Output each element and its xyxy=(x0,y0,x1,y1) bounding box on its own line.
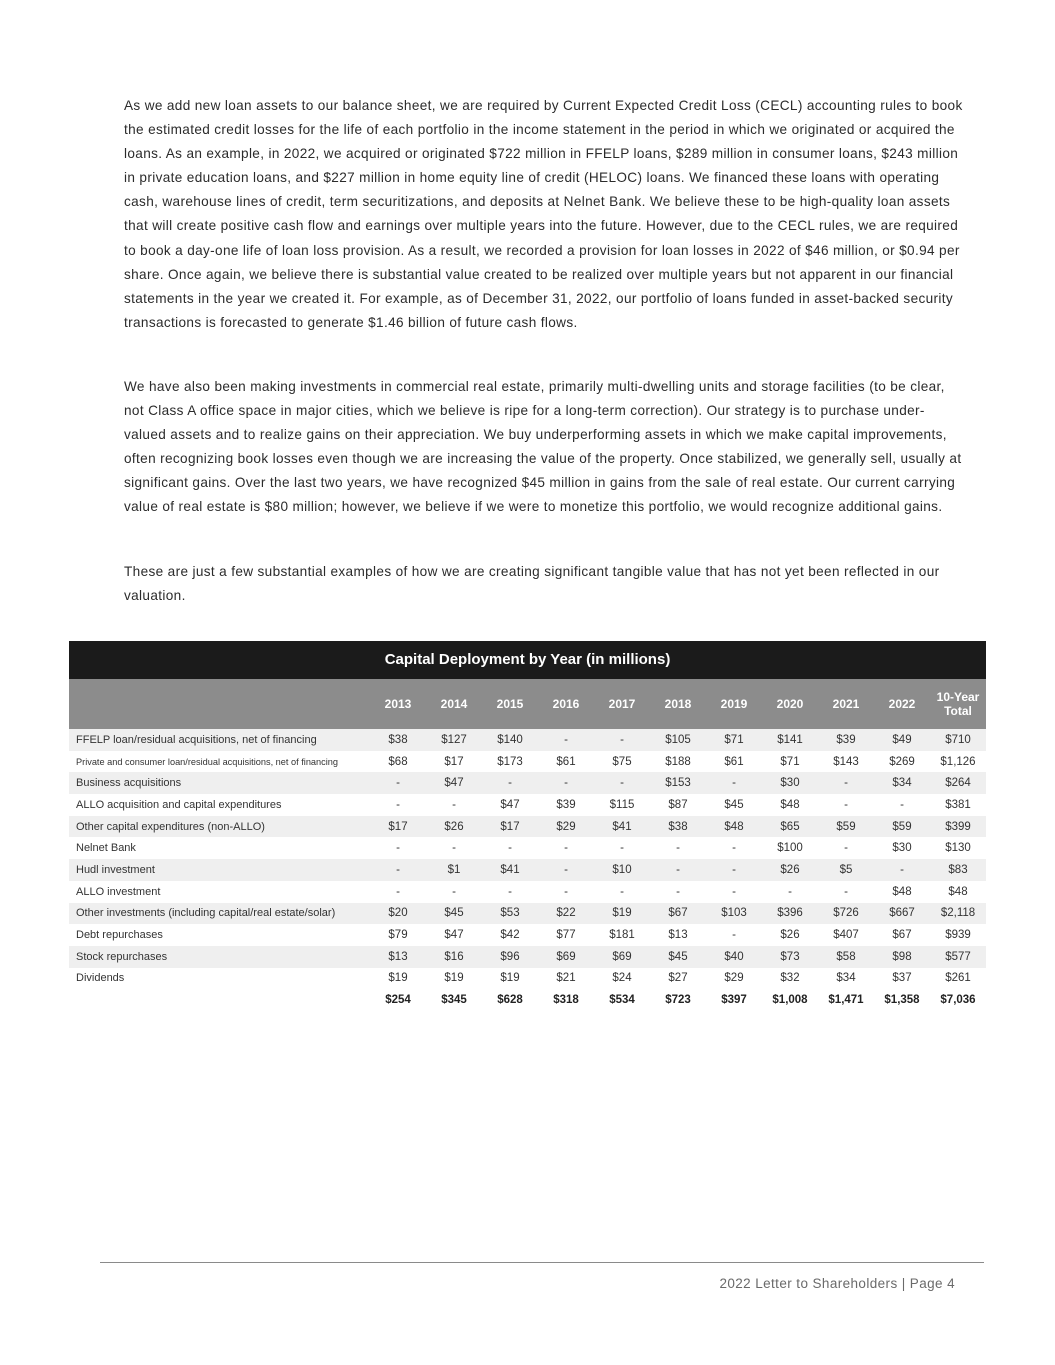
total-value: $723 xyxy=(665,994,691,1007)
row-value: $396 xyxy=(762,903,818,925)
row-value: $48 xyxy=(706,816,762,838)
row-value: - xyxy=(676,842,680,855)
row-value: $939 xyxy=(945,929,971,942)
total-value: $1,358 xyxy=(884,994,920,1007)
row-value: $115 xyxy=(609,798,635,811)
table-row xyxy=(69,816,986,838)
row-value: $79 xyxy=(388,929,408,942)
row-value: $726 xyxy=(818,903,874,925)
row-value: $181 xyxy=(609,929,635,942)
row-value: $69 xyxy=(538,946,594,968)
row-value: $127 xyxy=(426,729,482,751)
row-value: $39 xyxy=(818,729,874,751)
row-value: $19 xyxy=(444,972,464,985)
header-2021: 2021 xyxy=(818,679,874,729)
total-value: $7,036 xyxy=(940,994,976,1007)
total-value: $318 xyxy=(553,994,579,1007)
table-row xyxy=(69,881,986,903)
row-value: - xyxy=(732,885,736,898)
row-value: $17 xyxy=(482,816,538,838)
row-value: - xyxy=(732,929,736,942)
row-value: $47 xyxy=(500,798,520,811)
row-value: - xyxy=(452,885,456,898)
row-value: $59 xyxy=(818,816,874,838)
row-value: $58 xyxy=(818,946,874,968)
header-2020: 2020 xyxy=(762,679,818,729)
row-value: $188 xyxy=(665,755,691,768)
row-value: $407 xyxy=(833,929,859,942)
table-header-row xyxy=(69,679,986,729)
row-value: $26 xyxy=(780,929,800,942)
row-value: - xyxy=(370,772,426,794)
table-title: Capital Deployment by Year (in millions) xyxy=(69,641,986,679)
paragraph-real-estate: We have also been making investments in commercial real estate, primarily multi-dwelling units and storage facilities (to be clear, not Class A office space in major cities, which we believe is ripe for a long-term correction). Our strategy is to purchase under-valued assets and to realize gains on their appreciation. We buy underperforming assets in which we make capital improvements, often recognizing book losses even though we are increasing the value of the property. Once stabilized, we generally sell, usually at significant gains. Over the last two years, we have recognized $45 million in gains from the sale of real estate. Our current carrying value of real estate is $80 million; however, we believe if we were to monetize this portfolio, we would recognize additional gains. xyxy=(124,379,962,515)
row-label: Other investments (including capital/real estate/solar) xyxy=(69,903,370,925)
row-value: $24 xyxy=(612,972,632,985)
row-value: - xyxy=(508,885,512,898)
row-value: $77 xyxy=(556,929,576,942)
row-value: $96 xyxy=(482,946,538,968)
row-value: $29 xyxy=(724,972,744,985)
row-value: $69 xyxy=(594,946,650,968)
row-value: $140 xyxy=(482,729,538,751)
row-value: - xyxy=(900,798,904,811)
row-value: $45 xyxy=(426,903,482,925)
row-label: Debt repurchases xyxy=(76,929,163,942)
row-value: $143 xyxy=(833,755,859,768)
row-value: - xyxy=(732,842,736,855)
header-2022: 2022 xyxy=(874,679,930,729)
row-value: $71 xyxy=(706,729,762,751)
row-label: Stock repurchases xyxy=(69,946,370,968)
total-value: $397 xyxy=(721,994,747,1007)
row-value: - xyxy=(370,859,426,881)
row-value: $98 xyxy=(874,946,930,968)
row-value: $22 xyxy=(538,903,594,925)
row-label: Business acquisitions xyxy=(69,772,370,794)
header-2015: 2015 xyxy=(482,679,538,729)
row-value: - xyxy=(452,798,456,811)
row-value: $17 xyxy=(444,755,464,768)
row-value: $381 xyxy=(945,798,971,811)
row-value: $45 xyxy=(724,798,744,811)
row-value: $32 xyxy=(780,972,800,985)
header-2014: 2014 xyxy=(426,679,482,729)
row-value: - xyxy=(874,859,930,881)
row-value: $1,126 xyxy=(940,755,976,768)
row-label: Private and consumer loan/residual acquisitions, net of financing xyxy=(76,756,338,767)
row-value: $19 xyxy=(500,972,520,985)
table-row xyxy=(69,772,986,794)
header-2016: 2016 xyxy=(538,679,594,729)
footer-page-label: 2022 Letter to Shareholders | Page 4 xyxy=(719,1276,955,1291)
row-value: - xyxy=(482,772,538,794)
row-value: $13 xyxy=(370,946,426,968)
table-row xyxy=(69,903,986,925)
row-value: - xyxy=(538,859,594,881)
row-value: $71 xyxy=(780,755,800,768)
row-value: - xyxy=(844,798,848,811)
row-label: FFELP loan/residual acquisitions, net of financing xyxy=(69,729,370,751)
row-value: $103 xyxy=(706,903,762,925)
row-value: $47 xyxy=(426,772,482,794)
row-value: - xyxy=(844,842,848,855)
row-value: $173 xyxy=(497,755,523,768)
row-value: $105 xyxy=(650,729,706,751)
row-value: $19 xyxy=(594,903,650,925)
row-value: $59 xyxy=(874,816,930,838)
row-value: $667 xyxy=(874,903,930,925)
row-value: $2,118 xyxy=(930,903,986,925)
total-value: $534 xyxy=(609,994,635,1007)
row-value: $21 xyxy=(556,972,576,985)
row-value: - xyxy=(818,772,874,794)
row-value: $577 xyxy=(930,946,986,968)
row-value: $34 xyxy=(836,972,856,985)
row-value: - xyxy=(650,859,706,881)
row-label: ALLO investment xyxy=(76,885,161,898)
row-value: - xyxy=(594,729,650,751)
totals-row xyxy=(69,989,986,1011)
row-value: $141 xyxy=(762,729,818,751)
row-value: $39 xyxy=(556,798,576,811)
row-value: $67 xyxy=(650,903,706,925)
total-value: $1,471 xyxy=(828,994,864,1007)
row-value: $61 xyxy=(556,755,576,768)
row-value: $100 xyxy=(777,842,803,855)
row-value: $73 xyxy=(762,946,818,968)
row-value: $87 xyxy=(668,798,688,811)
row-label: Other capital expenditures (non-ALLO) xyxy=(69,816,370,838)
table-row xyxy=(69,837,986,859)
row-value: - xyxy=(844,885,848,898)
totals-label-blank xyxy=(69,989,370,1011)
header-2019: 2019 xyxy=(706,679,762,729)
row-value: - xyxy=(706,772,762,794)
row-value: $30 xyxy=(762,772,818,794)
table-body xyxy=(69,729,986,1011)
row-value: $269 xyxy=(889,755,915,768)
row-value: - xyxy=(676,885,680,898)
row-value: $47 xyxy=(444,929,464,942)
row-label: Dividends xyxy=(76,972,125,985)
row-value: $61 xyxy=(724,755,744,768)
header-2018: 2018 xyxy=(650,679,706,729)
total-value: $254 xyxy=(385,994,411,1007)
header-2013: 2013 xyxy=(370,679,426,729)
row-value: $42 xyxy=(500,929,520,942)
row-value: - xyxy=(538,729,594,751)
row-value: $17 xyxy=(370,816,426,838)
row-value: $264 xyxy=(930,772,986,794)
row-value: $30 xyxy=(892,842,912,855)
row-value: - xyxy=(620,885,624,898)
row-value: $399 xyxy=(930,816,986,838)
paragraph-cecl: As we add new loan assets to our balance sheet, we are required by Current Expected Credit Loss (CECL) accounting rules to book the estimated credit losses for the life of each portfolio in the income statement in the period in which we originated or acquired the loans. As an example, in 2022, we acquired or originated $722 million in FFELP loans, $289 million in consumer loans, $243 million in private education loans, and $227 million in home equity line of credit (HELOC) loans. We financed these loans with operating cash, warehouse lines of credit, term securitizations, and deposits at Nelnet Bank. We believe these to be high-quality loan assets that will create positive cash flow and earnings over multiple years into the future. However, due to the CECL rules, we are required to book a day-one life of loan loss provision. As a result, we recorded a provision for loan losses in 2022 of $46 million, or $0.94 per share. Once again, we believe there is substantial value created to be realized over multiple years but not apparent in our financial statements in the year we created it. For example, as of December 31, 2022, our portfolio of loans funded in asset-backed security transactions is forecasted to generate $1.46 billion of future cash flows. xyxy=(124,98,963,330)
total-value: $345 xyxy=(441,994,467,1007)
table-row xyxy=(69,729,986,751)
row-value: $29 xyxy=(538,816,594,838)
table-row xyxy=(69,924,986,946)
row-value: - xyxy=(396,885,400,898)
row-value: - xyxy=(706,859,762,881)
row-value: $27 xyxy=(668,972,688,985)
header-blank xyxy=(69,679,370,729)
row-value: $49 xyxy=(874,729,930,751)
total-value: $1,008 xyxy=(772,994,808,1007)
footer-divider xyxy=(100,1262,984,1263)
table-row xyxy=(69,968,986,990)
row-value: $48 xyxy=(892,885,912,898)
row-value: - xyxy=(538,772,594,794)
row-label: Nelnet Bank xyxy=(76,842,136,855)
header-10-year-total: 10-Year Total xyxy=(930,679,986,729)
row-value: $710 xyxy=(930,729,986,751)
row-value: $45 xyxy=(650,946,706,968)
row-value: $26 xyxy=(762,859,818,881)
paragraph-summary: These are just a few substantial examples of how we are creating significant tangible value that has not yet been reflected in our valuation. xyxy=(124,564,940,604)
row-value: $16 xyxy=(426,946,482,968)
row-value: - xyxy=(396,842,400,855)
row-value: $48 xyxy=(780,798,800,811)
row-value: - xyxy=(564,842,568,855)
row-value: - xyxy=(508,842,512,855)
table-row xyxy=(69,946,986,968)
row-value: $1 xyxy=(426,859,482,881)
row-value: $153 xyxy=(650,772,706,794)
row-value: $5 xyxy=(818,859,874,881)
row-value: $10 xyxy=(594,859,650,881)
row-value: $41 xyxy=(594,816,650,838)
header-2017: 2017 xyxy=(594,679,650,729)
row-value: $41 xyxy=(482,859,538,881)
row-value: $83 xyxy=(930,859,986,881)
row-value: $13 xyxy=(668,929,688,942)
row-value: $40 xyxy=(706,946,762,968)
row-value: - xyxy=(564,885,568,898)
row-value: - xyxy=(788,885,792,898)
total-value: $628 xyxy=(497,994,523,1007)
row-value: $38 xyxy=(370,729,426,751)
row-value: $48 xyxy=(948,885,968,898)
row-value: $261 xyxy=(945,972,971,985)
table-row xyxy=(69,794,986,816)
row-value: $20 xyxy=(370,903,426,925)
row-value: $53 xyxy=(482,903,538,925)
row-value: $67 xyxy=(892,929,912,942)
row-value: $65 xyxy=(762,816,818,838)
row-value: $26 xyxy=(426,816,482,838)
table-row xyxy=(69,859,986,881)
row-value: $75 xyxy=(612,755,632,768)
table-row xyxy=(69,751,986,773)
row-value: $130 xyxy=(945,842,971,855)
row-label: Hudl investment xyxy=(69,859,370,881)
row-value: $37 xyxy=(892,972,912,985)
row-value: $34 xyxy=(874,772,930,794)
row-value: - xyxy=(452,842,456,855)
row-value: - xyxy=(620,842,624,855)
row-value: - xyxy=(396,798,400,811)
row-label: ALLO acquisition and capital expenditures xyxy=(76,798,282,811)
row-value: $68 xyxy=(388,755,408,768)
row-value: - xyxy=(594,772,650,794)
capital-deployment-table xyxy=(69,641,986,1011)
row-value: $38 xyxy=(650,816,706,838)
row-value: $19 xyxy=(388,972,408,985)
